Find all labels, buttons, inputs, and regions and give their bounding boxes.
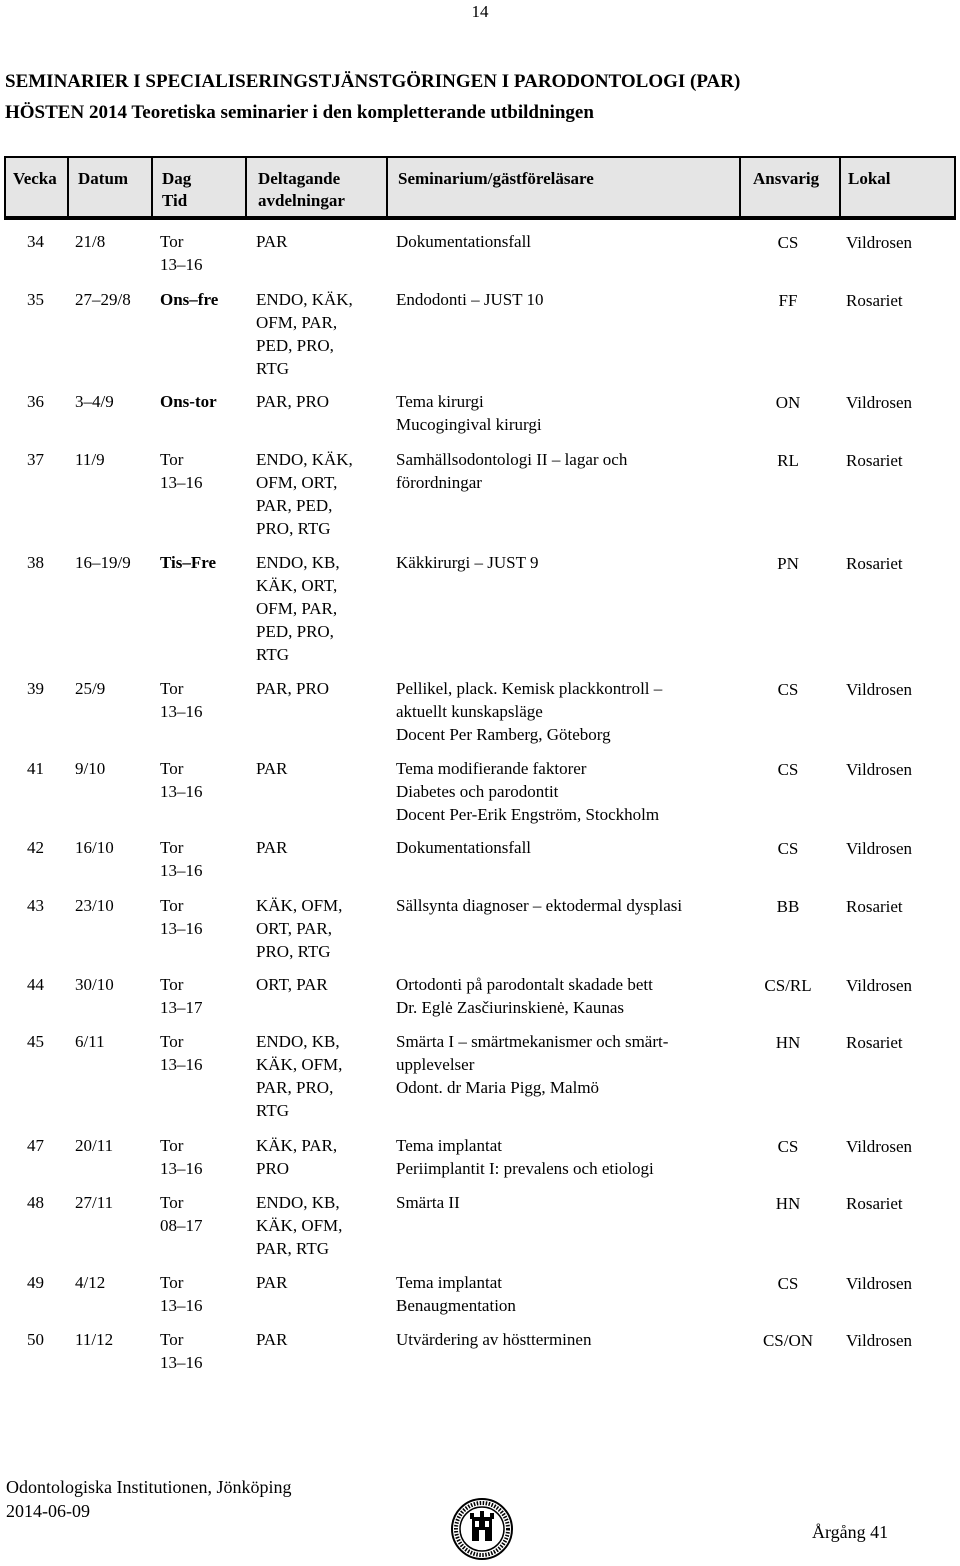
cell-dag <box>160 757 203 803</box>
footer-date: 2014-06-09 <box>6 1501 90 1521</box>
cell-datum: 27–29/8 <box>75 290 131 309</box>
cell-avdelningar <box>256 288 353 380</box>
cell-vecka: 43 <box>27 896 44 915</box>
cell-datum: 9/10 <box>75 759 106 778</box>
cell-avdelningar-line: ENDO, KB, <box>256 1193 340 1212</box>
cell-avdelningar-line: ENDO, KÄK, <box>256 290 353 309</box>
cell-seminarium-line: Ortodonti på parodontalt skadade bett <box>396 975 653 994</box>
cell-lokal: Vildrosen <box>846 1331 913 1350</box>
cell-dag-line: Tor <box>160 975 184 994</box>
cell-seminarium-line: upplevelser <box>396 1055 475 1074</box>
cell-dag-line: 13–17 <box>160 998 203 1017</box>
cell-seminarium <box>396 973 653 1019</box>
footer <box>6 1475 292 1523</box>
cell-seminarium-line: Mucogingival kirurgi <box>396 415 542 434</box>
cell-lokal: Rosariet <box>846 554 903 573</box>
cell-datum: 6/11 <box>75 1032 105 1051</box>
cell-avdelningar-line: PED, PRO, <box>256 336 334 355</box>
cell-seminarium <box>396 836 531 859</box>
header-ansvarig: Ansvarig <box>753 169 820 188</box>
header-divider <box>386 158 388 216</box>
footer-institution: Odontologiska Institutionen, Jönköping <box>6 1477 292 1497</box>
cell-avdelningar-line: PAR, RTG <box>256 1239 329 1258</box>
cell-dag-line: Ons-tor <box>160 392 217 411</box>
cell-vecka: 34 <box>27 232 44 251</box>
table-header <box>4 156 956 220</box>
cell-seminarium-line: Smärta II <box>396 1193 460 1212</box>
cell-avdelningar <box>256 677 329 700</box>
cell-dag-line: 13–16 <box>160 1296 203 1315</box>
cell-avdelningar-line: PED, PRO, <box>256 622 334 641</box>
cell-dag-line: 13–16 <box>160 473 203 492</box>
cell-avdelningar <box>256 1191 342 1260</box>
cell-seminarium <box>396 1191 460 1214</box>
cell-seminarium-line: Docent Per Ramberg, Göteborg <box>396 725 611 744</box>
cell-avdelningar <box>256 836 288 859</box>
cell-ansvarig: BB <box>776 897 800 916</box>
cell-dag-line: 13–16 <box>160 1353 203 1372</box>
cell-avdelningar <box>256 973 328 996</box>
cell-seminarium-line: Smärta I – smärtmekanismer och smärt- <box>396 1032 669 1051</box>
cell-datum: 30/10 <box>75 975 114 994</box>
cell-avdelningar-line: OFM, PAR, <box>256 599 338 618</box>
cell-seminarium <box>396 1134 654 1180</box>
header-divider <box>151 158 153 216</box>
cell-avdelningar-line: PRO, RTG <box>256 519 331 538</box>
cell-lokal: Vildrosen <box>846 839 913 858</box>
cell-dag <box>160 288 218 311</box>
cell-avdelningar-line: PAR, PRO <box>256 392 330 411</box>
cell-ansvarig: RL <box>777 451 799 470</box>
cell-lokal: Vildrosen <box>846 1274 913 1293</box>
cell-dag-line: Tor <box>160 1273 184 1292</box>
cell-avdelningar-line: RTG <box>256 645 289 664</box>
cell-dag <box>160 1328 203 1374</box>
cell-avdelningar <box>256 551 340 666</box>
cell-avdelningar-line: KÄK, PAR, <box>256 1136 338 1155</box>
cell-seminarium <box>396 1328 591 1351</box>
cell-seminarium-line: Tema implantat <box>396 1273 502 1292</box>
page-number: 14 <box>471 2 489 21</box>
document-title <box>5 66 740 128</box>
cell-ansvarig: CS <box>777 1137 799 1156</box>
header-seminarium: Seminarium/gästföreläsare <box>398 169 594 188</box>
cell-vecka: 48 <box>27 1193 44 1212</box>
cell-seminarium-line: Samhällsodontologi II – lagar och <box>396 450 628 469</box>
cell-avdelningar-line: OFM, ORT, <box>256 473 338 492</box>
cell-lokal: Rosariet <box>846 1033 903 1052</box>
cell-lokal: Vildrosen <box>846 680 913 699</box>
cell-datum: 11/9 <box>75 450 105 469</box>
cell-avdelningar-line: KÄK, OFM, <box>256 1055 343 1074</box>
cell-avdelningar-line: ORT, PAR <box>256 975 328 994</box>
title-line-2: HÖSTEN 2014 Teoretiska seminarier i den kompletterande utbildningen <box>5 102 594 123</box>
header-dag <box>162 168 191 212</box>
cell-ansvarig: HN <box>775 1194 801 1213</box>
header-divider <box>245 158 247 216</box>
cell-ansvarig: CS/ON <box>762 1331 814 1350</box>
header-avdelningar-line: avdelningar <box>258 191 345 210</box>
cell-seminarium-line: Tema modifierande faktorer <box>396 759 587 778</box>
cell-datum: 16–19/9 <box>75 553 131 572</box>
cell-avdelningar <box>256 1271 288 1294</box>
cell-ansvarig: CS <box>777 233 799 252</box>
cell-datum: 20/11 <box>75 1136 114 1155</box>
cell-avdelningar <box>256 390 329 413</box>
cell-avdelningar <box>256 448 353 540</box>
cell-dag-line: 13–16 <box>160 919 203 938</box>
cell-avdelningar-line: PRO, RTG <box>256 942 331 961</box>
cell-seminarium-line: Sällsynta diagnoser – ektodermal dysplasi <box>396 896 683 915</box>
cell-lokal: Vildrosen <box>846 1137 913 1156</box>
cell-seminarium <box>396 448 627 494</box>
cell-avdelningar <box>256 757 288 780</box>
cell-ansvarig: FF <box>778 291 798 310</box>
cell-vecka: 44 <box>27 975 44 994</box>
cell-dag-line: Tor <box>160 1193 184 1212</box>
cell-vecka: 37 <box>27 450 44 469</box>
cell-avdelningar-line: PAR <box>256 1273 288 1292</box>
cell-avdelningar-line: RTG <box>256 359 289 378</box>
cell-avdelningar <box>256 230 288 253</box>
cell-seminarium-line: aktuellt kunskapsläge <box>396 702 543 721</box>
cell-dag-line: Ons–fre <box>160 290 219 309</box>
cell-seminarium <box>396 390 542 436</box>
cell-avdelningar-line: ENDO, KÄK, <box>256 450 353 469</box>
cell-seminarium <box>396 288 544 311</box>
cell-ansvarig: CS <box>777 680 799 699</box>
cell-avdelningar-line: ENDO, KB, <box>256 553 340 572</box>
cell-vecka: 38 <box>27 553 44 572</box>
cell-dag <box>160 1030 203 1076</box>
cell-lokal: Vildrosen <box>846 976 913 995</box>
header-dag-line: Dag <box>162 169 192 188</box>
cell-ansvarig: HN <box>775 1033 801 1052</box>
header-deltagande <box>258 168 345 212</box>
cell-avdelningar-line: OFM, PAR, <box>256 313 338 332</box>
cell-seminarium-line: Diabetes och parodontit <box>396 782 559 801</box>
cell-dag-line: Tor <box>160 232 184 251</box>
cell-dag-line: Tor <box>160 896 184 915</box>
institution-seal-icon <box>450 1497 514 1561</box>
cell-dag <box>160 551 216 574</box>
cell-ansvarig: PN <box>777 554 799 573</box>
cell-lokal: Vildrosen <box>846 233 913 252</box>
cell-dag-line: 13–16 <box>160 861 203 880</box>
cell-dag <box>160 448 203 494</box>
cell-seminarium-line: Pellikel, plack. Kemisk plackkontroll – <box>396 679 663 698</box>
cell-vecka: 42 <box>27 838 44 857</box>
header-vecka: Vecka <box>13 169 57 188</box>
cell-avdelningar-line: KÄK, OFM, <box>256 1216 343 1235</box>
cell-vecka: 47 <box>27 1136 44 1155</box>
cell-dag-line: Tor <box>160 1032 184 1051</box>
cell-avdelningar-line: PRO <box>256 1159 290 1178</box>
title-line-1: SEMINARIER I SPECIALISERINGSTJÄNSTGÖRINGEN I PARODONTOLOGI (PAR) <box>5 71 741 92</box>
cell-seminarium-line: Dokumentationsfall <box>396 838 532 857</box>
cell-seminarium-line: Docent Per-Erik Engström, Stockholm <box>396 805 660 824</box>
cell-dag-line: Tis–Fre <box>160 553 217 572</box>
cell-seminarium <box>396 551 538 574</box>
cell-datum: 27/11 <box>75 1193 114 1212</box>
cell-avdelningar-line: KÄK, OFM, <box>256 896 343 915</box>
cell-vecka: 50 <box>27 1330 44 1349</box>
cell-dag-line: Tor <box>160 759 184 778</box>
cell-dag-line: Tor <box>160 450 184 469</box>
cell-avdelningar-line: ORT, PAR, <box>256 919 332 938</box>
cell-lokal: Rosariet <box>846 291 903 310</box>
header-divider <box>67 158 69 216</box>
cell-avdelningar-line: PAR <box>256 838 288 857</box>
cell-vecka: 49 <box>27 1273 44 1292</box>
cell-seminarium <box>396 757 659 826</box>
cell-seminarium-line: förordningar <box>396 473 482 492</box>
cell-avdelningar-line: PAR, PRO, <box>256 1078 334 1097</box>
cell-vecka: 36 <box>27 392 44 411</box>
cell-avdelningar <box>256 1030 342 1122</box>
cell-vecka: 39 <box>27 679 44 698</box>
header-tid-line: Tid <box>162 191 188 210</box>
cell-ansvarig: CS <box>777 839 799 858</box>
cell-seminarium <box>396 1030 668 1099</box>
cell-dag-line: Tor <box>160 1330 184 1349</box>
cell-seminarium-line: Tema kirurgi <box>396 392 484 411</box>
header-datum: Datum <box>78 169 129 188</box>
cell-avdelningar-line: ENDO, KB, <box>256 1032 340 1051</box>
cell-dag <box>160 836 203 882</box>
cell-avdelningar-line: PAR, PRO <box>256 679 330 698</box>
cell-dag-line: Tor <box>160 679 184 698</box>
cell-dag-line: 13–16 <box>160 1055 203 1074</box>
cell-dag-line: 13–16 <box>160 702 203 721</box>
cell-seminarium-line: Dr. Eglė Zasčiurinskienė, Kaunas <box>396 998 625 1017</box>
cell-seminarium-line: Utvärdering av höstterminen <box>396 1330 592 1349</box>
cell-dag-line: Tor <box>160 1136 184 1155</box>
cell-lokal: Vildrosen <box>846 760 913 779</box>
cell-seminarium <box>396 1271 516 1317</box>
cell-ansvarig: ON <box>775 393 801 412</box>
cell-dag-line: 13–16 <box>160 255 203 274</box>
cell-seminarium <box>396 230 531 253</box>
cell-lokal: Rosariet <box>846 451 903 470</box>
cell-vecka: 45 <box>27 1032 44 1051</box>
cell-seminarium <box>396 677 662 746</box>
cell-dag <box>160 390 217 413</box>
cell-avdelningar <box>256 894 342 963</box>
cell-seminarium-line: Periimplantit I: prevalens och etiologi <box>396 1159 654 1178</box>
header-lokal: Lokal <box>848 169 891 188</box>
cell-dag <box>160 1271 203 1317</box>
header-divider <box>839 158 841 216</box>
cell-datum: 16/10 <box>75 838 114 857</box>
cell-datum: 3–4/9 <box>75 392 114 411</box>
cell-lokal: Vildrosen <box>846 393 913 412</box>
cell-avdelningar <box>256 1328 288 1351</box>
header-divider <box>739 158 741 216</box>
cell-datum: 11/12 <box>75 1330 114 1349</box>
cell-seminarium-line: Benaugmentation <box>396 1296 516 1315</box>
cell-ansvarig: CS <box>777 760 799 779</box>
cell-dag <box>160 230 203 276</box>
cell-lokal: Rosariet <box>846 897 903 916</box>
cell-dag-line: 13–16 <box>160 1159 203 1178</box>
cell-datum: 25/9 <box>75 679 106 698</box>
cell-datum: 23/10 <box>75 896 114 915</box>
cell-avdelningar-line: PAR <box>256 759 288 778</box>
cell-dag <box>160 1191 203 1237</box>
cell-dag-line: 13–16 <box>160 782 203 801</box>
cell-dag <box>160 894 203 940</box>
cell-avdelningar-line: RTG <box>256 1101 289 1120</box>
cell-vecka: 41 <box>27 759 44 778</box>
cell-seminarium <box>396 894 682 917</box>
cell-seminarium-line: Odont. dr Maria Pigg, Malmö <box>396 1078 600 1097</box>
cell-avdelningar-line: PAR <box>256 232 288 251</box>
cell-dag <box>160 677 203 723</box>
cell-datum: 4/12 <box>75 1273 106 1292</box>
cell-seminarium-line: Dokumentationsfall <box>396 232 532 251</box>
argang-label: Årgång 41 <box>812 1522 889 1542</box>
cell-lokal: Rosariet <box>846 1194 903 1213</box>
cell-dag <box>160 1134 203 1180</box>
cell-seminarium-line: Käkkirurgi – JUST 9 <box>396 553 539 572</box>
cell-avdelningar-line: KÄK, ORT, <box>256 576 338 595</box>
cell-avdelningar <box>256 1134 337 1180</box>
cell-datum: 21/8 <box>75 232 106 251</box>
cell-seminarium-line: Endodonti – JUST 10 <box>396 290 544 309</box>
header-deltagande-line: Deltagande <box>258 169 341 188</box>
cell-ansvarig: CS <box>777 1274 799 1293</box>
cell-avdelningar-line: PAR, PED, <box>256 496 333 515</box>
cell-dag-line: 08–17 <box>160 1216 203 1235</box>
cell-dag-line: Tor <box>160 838 184 857</box>
cell-seminarium-line: Tema implantat <box>396 1136 502 1155</box>
cell-dag <box>160 973 203 1019</box>
cell-avdelningar-line: PAR <box>256 1330 288 1349</box>
cell-vecka: 35 <box>27 290 44 309</box>
cell-ansvarig: CS/RL <box>764 976 812 995</box>
